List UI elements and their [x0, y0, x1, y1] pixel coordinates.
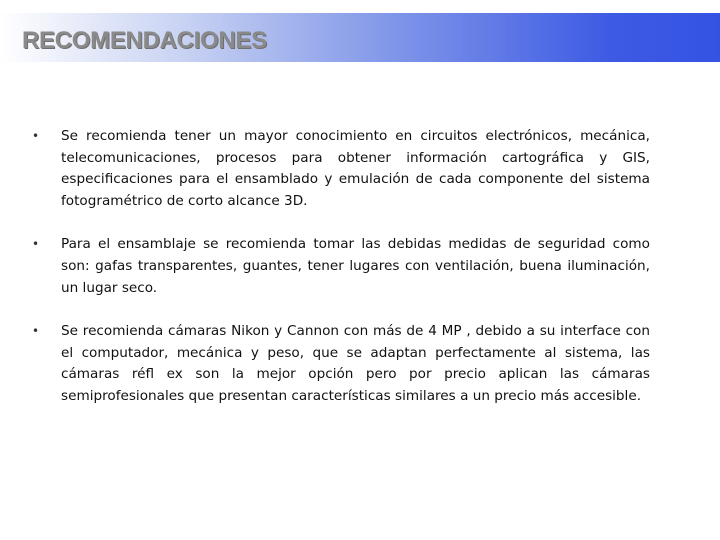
recommendations-list	[32, 126, 650, 430]
list-item-text: Se recomienda cámaras Nikon y Cannon con más de 4 MP , debido a su interface con el computador, mecánica y peso, que se adaptan perfectamente al sistema, las cámaras réfl ex son la mejor opción pero por precio aplican las cámaras semiprofesionales que presentan características similares a un precio más accesible.	[61, 323, 650, 404]
bullet-icon: •	[32, 324, 40, 339]
list-item	[32, 321, 650, 407]
list-item	[32, 234, 650, 299]
bullet-icon: •	[32, 129, 40, 143]
title-bar	[0, 13, 720, 62]
page-title: RECOMENDACIONES	[22, 27, 267, 54]
bullet-icon: •	[32, 237, 40, 252]
list-item-text: Para el ensamblaje se recomienda tomar las debidas medidas de seguridad como son: gafas transparentes, guantes, tener lugares con ventilación, buena iluminación, un lugar seco.	[61, 236, 650, 296]
list-item-text: Se recomienda tener un mayor conocimiento en circuitos electrónicos, mecánica, telecomunicaciones, procesos para obtener información cartográfica y GIS, especificaciones para el ensamblado y emulación de cada componente del sistema fotogramétrico de corto alcance 3D.	[61, 128, 650, 209]
list-item	[32, 126, 650, 212]
